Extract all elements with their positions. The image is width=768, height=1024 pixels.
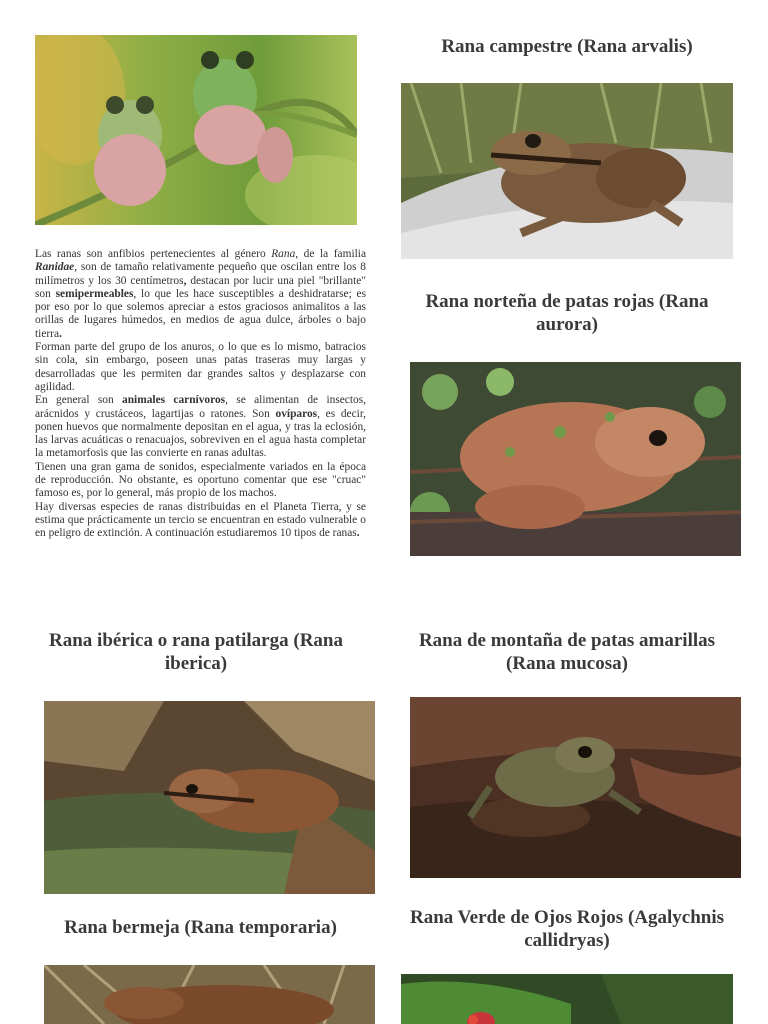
intro-paragraph: Forman parte del grupo de los anuros, o lo que es lo mismo, batracios sin cola, sin embargo, poseen unas patas traseras muy largas y desarrolladas que les permiten dar grandes saltos y desplazarse con agilidad. [35,341,366,393]
photo-two-tree-frogs [35,35,357,225]
intro-paragraph: Hay diversas especies de ranas distribuidas en el Planeta Tierra, y se estima que prácticamente un tercio se encuentran en estado vulnerable o en peligro de extinción. A continuación estudiaremos 10 tipos de ranas. [35,500,366,540]
photo-rana-aurora [410,362,741,556]
title-rana-mucosa: Rana de montaña de patas amarillas (Rana mucosa) [418,630,716,674]
photo-rana-iberica [44,701,375,894]
title-agalychnis-callidryas: Rana Verde de Ojos Rojos (Agalychnis callidryas) [409,907,725,951]
title-rana-arvalis: Rana campestre (Rana arvalis) [441,36,693,57]
intro-paragraph: Tienen una gran gama de sonidos, especialmente variados en la época de reproducción. No obstante, es oportuno comentar que ese "cruac" famoso es, por lo general, más propio de los machos. [35,460,366,500]
photo-rana-temporaria [44,965,375,1024]
photo-rana-arvalis [401,83,733,259]
title-rana-temporaria: Rana bermeja (Rana temporaria) [64,917,337,938]
intro-text [35,248,366,541]
title-rana-iberica: Rana ibérica o rana patilarga (Rana iberica) [49,630,343,674]
intro-paragraph: En general son animales carnívoros, se alimentan de insectos, arácnidos y crustáceos, lagartijas o ratones. Son ovíparos, es decir, ponen huevos que normalmente depositan en el agua, y tras la eclosión, las larvas acuáticas o renacuajos, sobreviven en el agua hasta completar la metamorfosis que las convierte en ranas adultas. [35,394,367,460]
title-rana-aurora: Rana norteña de patas rojas (Rana aurora) [425,291,709,335]
photo-rana-mucosa [410,697,741,878]
photo-agalychnis-callidryas [401,974,733,1024]
intro-paragraph: Las ranas son anfibios pertenecientes al género Rana, de la familia Ranidae, son de tamaño relativamente pequeño que oscilan entre los 8 milímetros y los 30 centímetros, destacan por lucir una piel "brillante" son semipermeables, lo que les hace susceptibles a deshidratarse; es por eso por lo que solemos apreciar a estos graciosos animalitos a las orillas de lugares húmedos, en medios de agua dulce, árboles o bajo tierra. [35,248,367,340]
